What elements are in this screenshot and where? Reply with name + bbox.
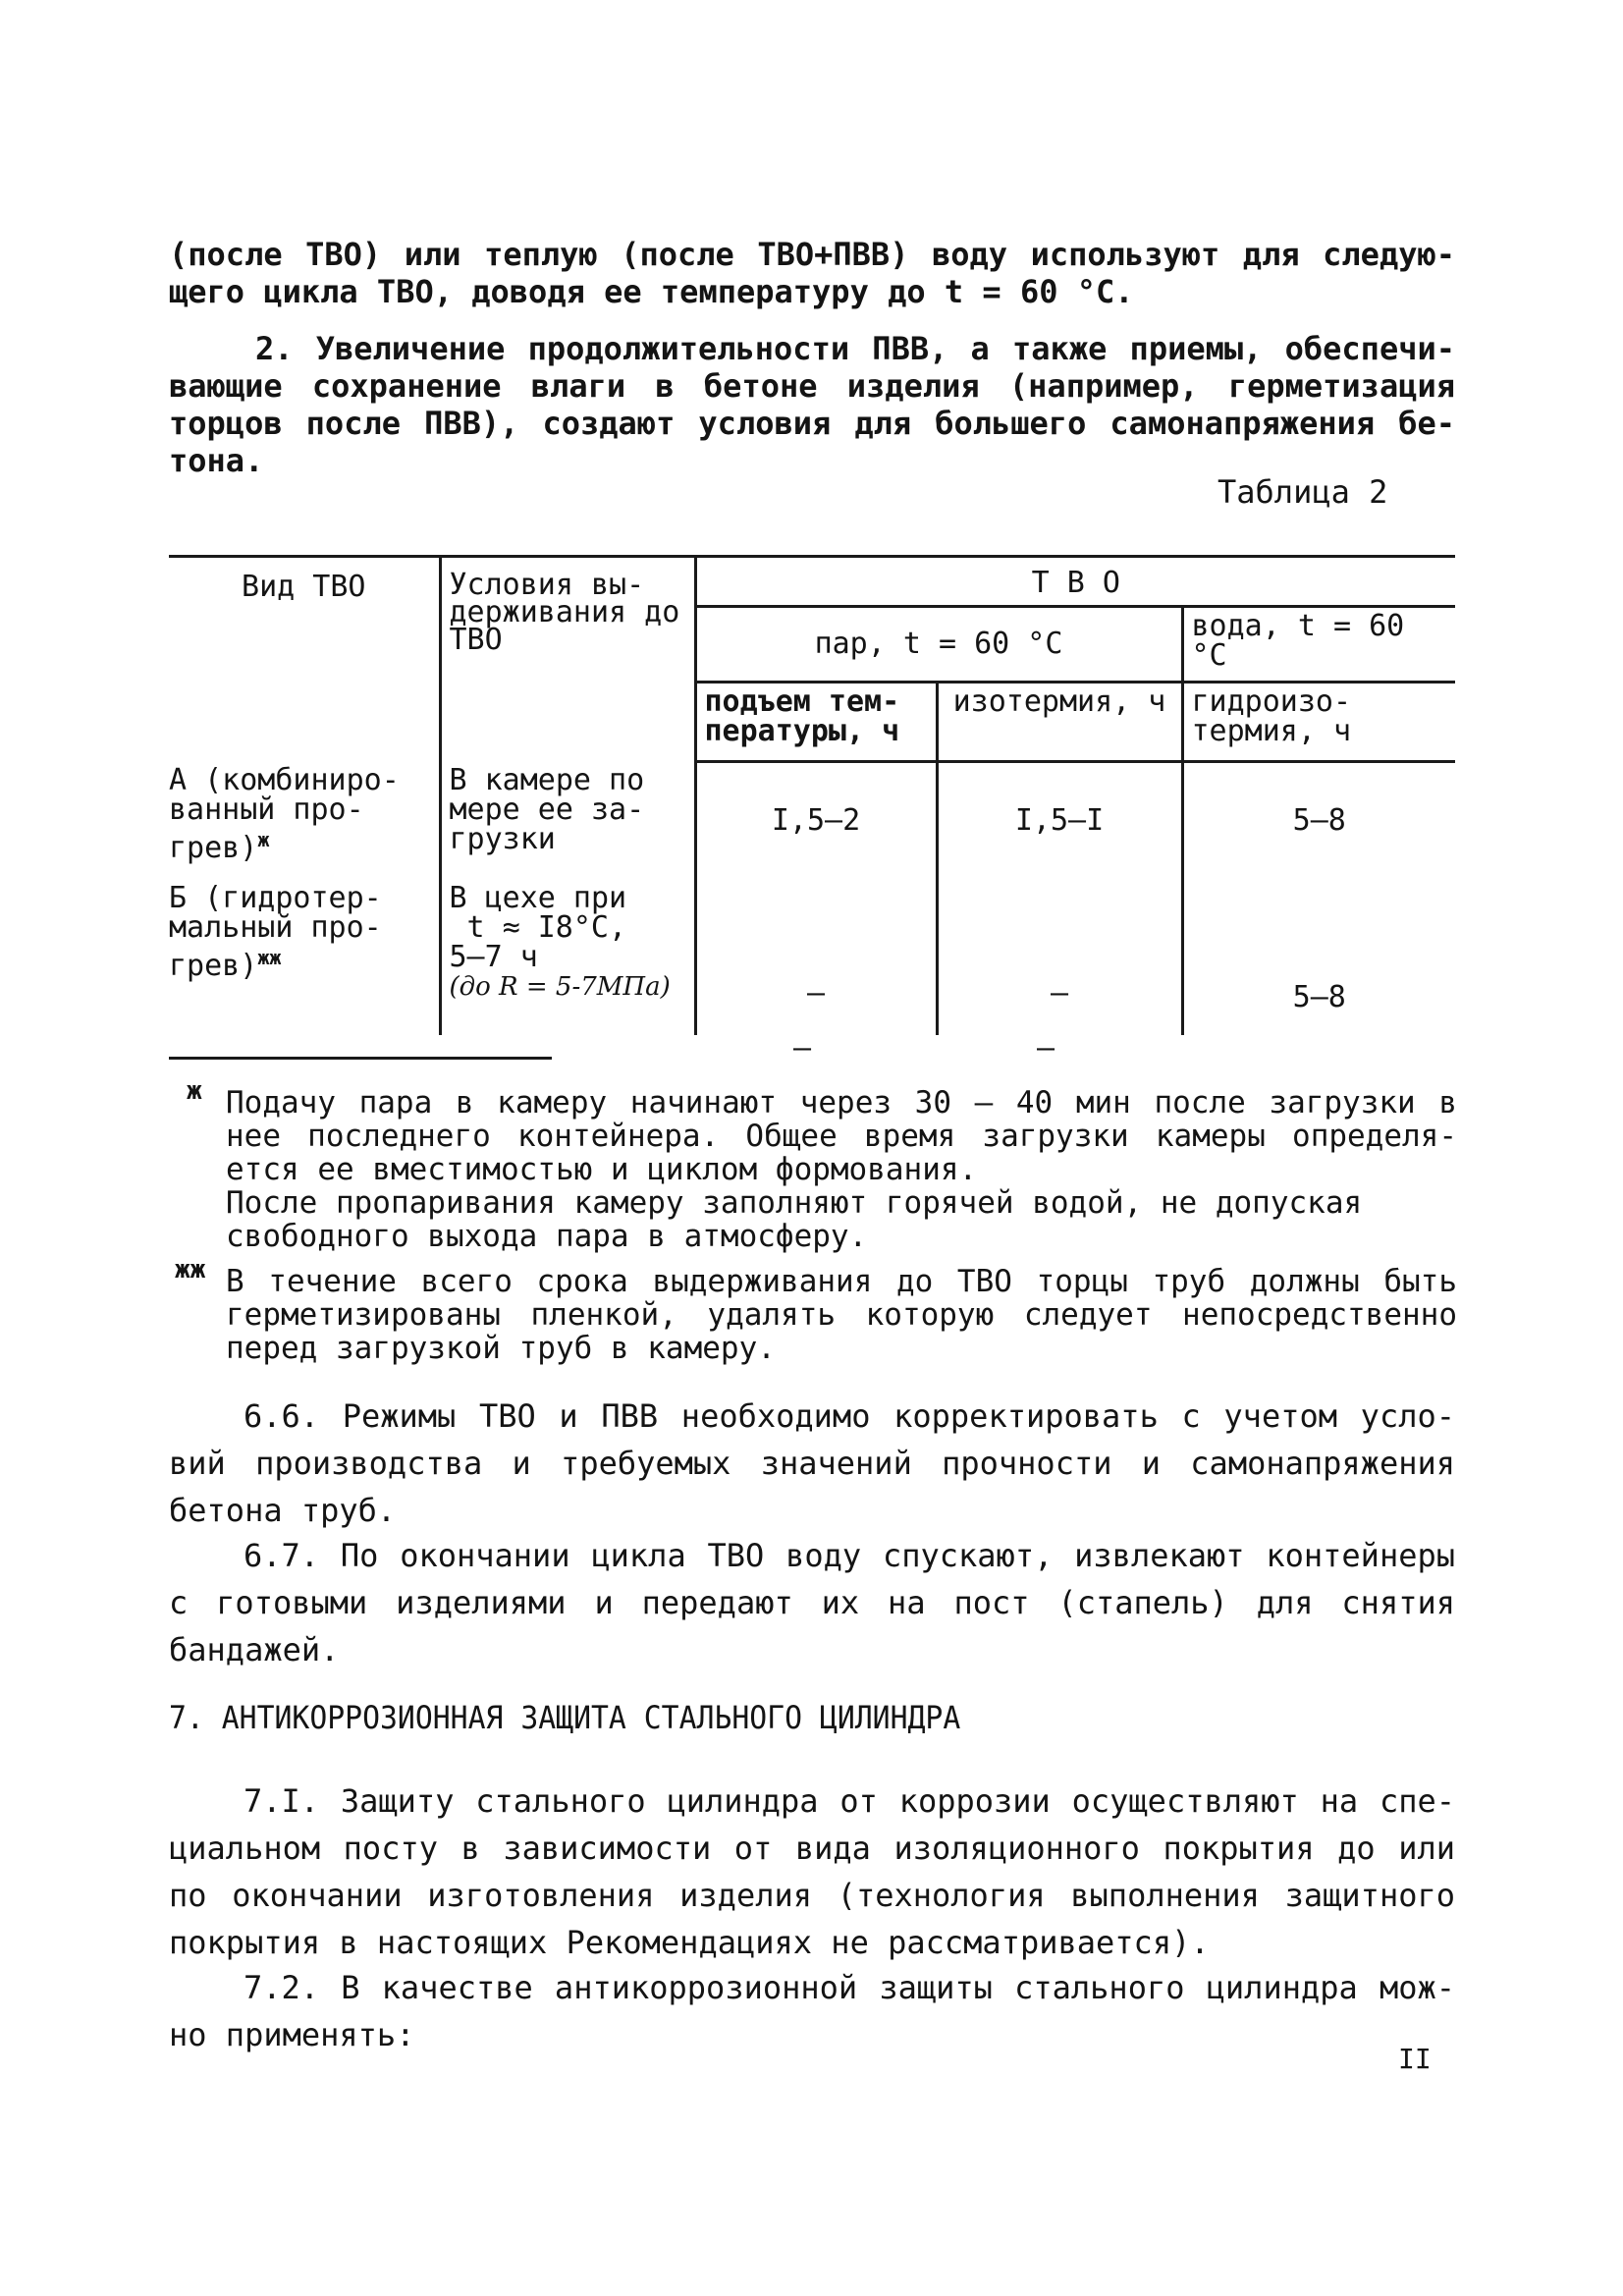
row-b-izo: – <box>937 880 1182 1035</box>
footnote-2 <box>226 1265 1457 1365</box>
text-line: 7.I. Защиту стального цилиндра от коррозии осуществляют на спе- <box>243 1782 1455 1820</box>
row-b-footnote-mark: жж <box>257 945 282 969</box>
page-number: II <box>1398 2043 1432 2075</box>
note-line: нее последнего контейнера. Общее время загрузки камеры определя- <box>226 1119 1457 1154</box>
row-a-podem: I,5–2 <box>695 762 937 880</box>
text-line: но применять: <box>169 2016 415 2053</box>
header-par: пар, t = 60 °C <box>695 607 1182 683</box>
note-line: ется ее вместимостью и циклом формования. <box>226 1152 978 1187</box>
text-line: щего цикла ТВО, доводя ее температуру до t = 60 °C. <box>169 273 1134 310</box>
text-line: 6.7. По окончании цикла ТВО воду спускают, извлекают контейнеры <box>243 1537 1455 1574</box>
row-b-name <box>169 880 440 1035</box>
footnote-1 <box>226 1086 1457 1253</box>
text-line: по окончании изготовления изделия (технология выполнения защитного <box>169 1877 1455 1914</box>
note-line: Подачу пара в камеру начинают через 30 – 40 мин после загрузки в <box>226 1085 1457 1121</box>
text-line: торцов после ПВВ), создают условия для большего самонапряжения бе- <box>169 405 1455 442</box>
row-a-name-text: А (комбиниро- ванный про- грев) <box>169 762 400 865</box>
row-b-gidro: 5–8 <box>1182 880 1455 1035</box>
paragraph-7-1 <box>169 1777 1455 1966</box>
note-line: герметизированы пленкой, удалять которую следует непосредственно <box>226 1297 1457 1333</box>
row-b-podem: – <box>695 880 937 1035</box>
row-b-cond-line: 5–7 ч <box>449 939 538 974</box>
extra-dash: – <box>1037 1031 1055 1066</box>
table-bottom-rule <box>169 1057 552 1060</box>
row-a-name <box>169 762 440 880</box>
footnote-mark: ж <box>187 1076 202 1106</box>
section-heading: 7. АНТИКОРРОЗИОННАЯ ЗАЩИТА СТАЛЬНОГО ЦИЛИНДРА <box>169 1699 961 1736</box>
paragraph-6-7 <box>169 1532 1455 1673</box>
item-2-paragraph <box>169 330 1455 479</box>
text-line: покрытия в настоящих Рекомендациях не рассматривается). <box>169 1924 1210 1961</box>
paragraph-6-6 <box>169 1393 1455 1534</box>
header-usl: Условия вы- держивания до ТВО <box>440 557 695 762</box>
row-b-name-text: Б (гидротер- мальный про- грев) <box>169 880 382 983</box>
paragraph-7-2 <box>169 1964 1455 2058</box>
footnote-mark: жж <box>175 1255 206 1285</box>
table-row <box>169 762 1455 880</box>
header-izo: изотермия, ч <box>937 683 1182 762</box>
row-a-izo: I,5–I <box>937 762 1182 880</box>
header-voda: вода, t = 60 °C <box>1182 607 1455 683</box>
text-line: вающие сохранение влаги в бетоне изделия (например, герметизация <box>169 367 1455 405</box>
header-gidro: гидроизо- термия, ч <box>1182 683 1455 762</box>
table-header-row <box>169 557 1455 607</box>
header-vid: Вид ТВО <box>169 557 440 762</box>
text-line: (после ТВО) или теплую (после ТВО+ПВВ) воду используют для следую- <box>169 236 1455 273</box>
header-podem: подъем тем- пературы, ч <box>695 683 937 762</box>
row-a-footnote-mark: ж <box>257 827 270 851</box>
note-line: перед загрузкой труб в камеру. <box>226 1331 776 1366</box>
row-b-cond-handwritten: (до R = 5-7МПа) <box>449 971 671 1002</box>
text-line: бандажей. <box>169 1631 340 1668</box>
text-line: тона. <box>169 442 264 479</box>
header-tvo: Т В О <box>695 557 1455 607</box>
text-line: вий производства и требуемых значений прочности и самонапряжения <box>169 1445 1455 1482</box>
table-row <box>169 880 1455 1035</box>
text-line: с готовыми изделиями и передают их на пост (стапель) для снятия <box>169 1584 1455 1621</box>
row-b-cond-line: В цехе при <box>449 880 627 915</box>
row-b-cond-line: t ≈ I8°C, <box>466 909 627 945</box>
row-a-gidro: 5–8 <box>1182 762 1455 880</box>
note-line: свободного выхода пара в атмосферу. <box>226 1219 868 1254</box>
note-line: В течение всего срока выдерживания до ТВО торцы труб должны быть <box>226 1264 1457 1299</box>
text-line: циальном посту в зависимости от вида изоляционного покрытия до или <box>169 1830 1455 1867</box>
extra-dash: – <box>793 1031 812 1066</box>
text-line: 6.6. Режимы ТВО и ПВВ необходимо корректировать с учетом усло- <box>243 1397 1455 1435</box>
text-line: бетона труб. <box>169 1492 397 1529</box>
text-line: 7.2. В качестве антикоррозионной защиты стального цилиндра мож- <box>243 1969 1455 2006</box>
row-b-conditions <box>440 880 695 1035</box>
text-line: 2. Увеличение продолжительности ПВВ, а также приемы, обеспечи- <box>255 330 1455 367</box>
note-line: После пропаривания камеру заполняют горячей водой, не допуская <box>226 1185 1363 1221</box>
row-a-conditions: В камере по мере ее за- грузки <box>440 762 695 880</box>
top-paragraph <box>169 236 1455 310</box>
table-caption: Таблица 2 <box>1217 473 1388 511</box>
table-2 <box>169 555 1455 1035</box>
